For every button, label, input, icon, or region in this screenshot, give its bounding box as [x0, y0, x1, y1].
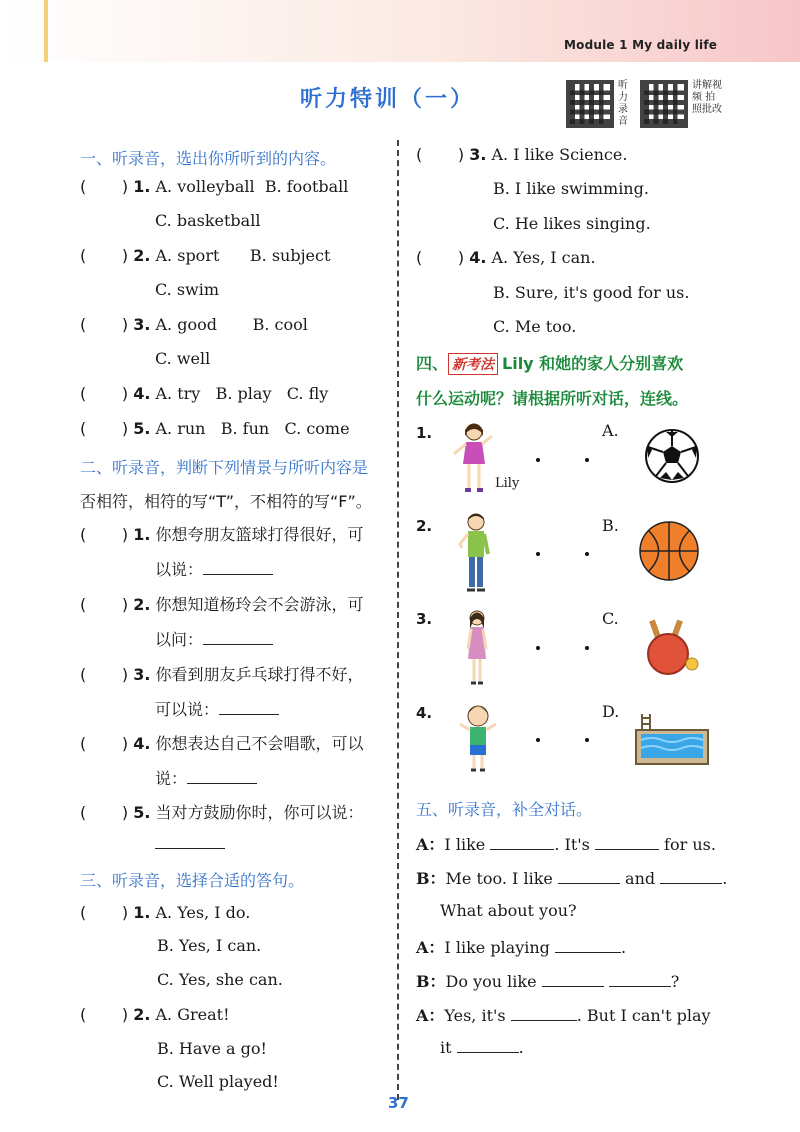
dialogue-text: . It's — [554, 835, 590, 854]
sec5-heading: 五、听录音，补全对话。 — [416, 800, 593, 819]
sec2-q5-line2 — [155, 834, 225, 853]
prompt-text: 以说： — [155, 560, 204, 579]
dialogue-text: I like playing — [444, 938, 550, 957]
basketball-icon — [638, 520, 700, 582]
question-number: 4. — [133, 734, 151, 753]
option-a: A. good — [155, 315, 217, 334]
answer-slot[interactable]: ( ) — [80, 384, 129, 403]
prompt-text: 你想夸朋友篮球打得很好，可 — [155, 525, 364, 544]
dialogue-line-2 — [416, 866, 727, 889]
question-number: 3. — [133, 315, 151, 334]
answer-slot[interactable]: ( ) — [416, 145, 465, 164]
question-number: 5. — [133, 419, 151, 438]
option-a: A. run — [155, 419, 206, 438]
sec1-q2 — [80, 246, 330, 265]
fill-blank[interactable] — [542, 973, 604, 987]
speaker-label: A： — [416, 835, 445, 854]
module-tag: Module 1 My daily life — [564, 38, 718, 52]
question-number: 4. — [469, 248, 487, 267]
speaker-label: B： — [416, 972, 446, 991]
fill-blank[interactable] — [457, 1039, 519, 1053]
answer-slot[interactable]: ( ) — [80, 734, 129, 753]
option-b: B. Yes, I can. — [157, 936, 262, 955]
dialogue-text: . — [621, 938, 627, 957]
match-dot-left-1[interactable] — [536, 458, 540, 462]
option-b: B. I like swimming. — [493, 179, 649, 198]
sec2-heading-line1: 二、听录音，判断下列情景与所听内容是 — [80, 458, 369, 477]
prompt-text: 你看到朋友乒乓球打得不好， — [155, 665, 364, 684]
answer-slot[interactable]: ( ) — [80, 803, 129, 822]
woman-figure-icon — [462, 609, 492, 687]
option-b: B. Have a go! — [157, 1039, 267, 1058]
answer-slot[interactable]: ( ) — [80, 419, 129, 438]
fill-blank[interactable] — [558, 870, 620, 884]
question-number: 4. — [133, 384, 151, 403]
option-b: B. football — [264, 177, 349, 196]
man-figure-icon — [456, 512, 496, 594]
prompt-text: 当对方鼓励你时，你可以说： — [155, 803, 364, 822]
sec1-q3 — [80, 315, 308, 334]
prompt-text: 以问： — [155, 630, 204, 649]
option-letter: B. — [602, 516, 619, 535]
option-c: C. swim — [155, 280, 220, 299]
dialogue-text: . — [722, 869, 728, 888]
sec2-q4 — [80, 731, 364, 754]
question-number: 3. — [469, 145, 487, 164]
match-dot-right-a[interactable] — [585, 458, 589, 462]
answer-slot[interactable]: ( ) — [80, 525, 129, 544]
prompt-text: 说： — [155, 769, 188, 788]
sec4-heading-line2: 什么运动呢？请根据所听对话，连线。 — [416, 389, 689, 408]
lily-label: Lily — [495, 476, 520, 491]
lily-girl-icon — [452, 420, 496, 496]
dialogue-line-3: What about you? — [440, 901, 577, 920]
match-dot-left-3[interactable] — [536, 646, 540, 650]
option-a: A. I like Science. — [491, 145, 628, 164]
option-a: A. Yes, I do. — [155, 903, 251, 922]
dialogue-text: . But I can't play — [576, 1006, 711, 1025]
sec2-q5 — [80, 800, 364, 823]
new-format-tag: 新考法 — [448, 353, 498, 375]
match-dot-right-c[interactable] — [585, 646, 589, 650]
dialogue-text: Yes, it's — [444, 1006, 506, 1025]
question-number: 1. — [133, 177, 151, 196]
fill-blank[interactable] — [609, 973, 671, 987]
sec2-q3 — [80, 662, 364, 685]
header-band — [0, 0, 800, 62]
prompt-text: 你想表达自己不会唱歌，可以 — [155, 734, 364, 753]
sec3-q1 — [80, 903, 250, 922]
option-b: B. fun — [220, 419, 270, 438]
prompt-text: 你想知道杨玲会不会游泳，可 — [155, 595, 364, 614]
dialogue-text: . — [518, 1038, 524, 1057]
sec2-q4-line2 — [155, 766, 257, 789]
sec1-q4 — [80, 384, 328, 403]
answer-slot[interactable]: ( ) — [80, 246, 129, 265]
option-b: B. cool — [252, 315, 308, 334]
sec2-q2 — [80, 592, 364, 615]
answer-slot[interactable]: ( ) — [80, 1005, 129, 1024]
option-c: C. fly — [286, 384, 329, 403]
fill-blank[interactable] — [595, 836, 659, 850]
sec1-q1 — [80, 177, 348, 196]
option-letter: D. — [602, 702, 620, 721]
fill-blank[interactable] — [155, 835, 225, 849]
prompt-text: 可以说： — [155, 700, 220, 719]
option-c: C. Yes, she can. — [157, 970, 283, 989]
sec3-heading: 三、听录音，选择合适的答句。 — [80, 871, 305, 890]
sec2-q3-line2 — [155, 697, 279, 720]
swimming-pool-icon — [632, 710, 712, 768]
answer-slot[interactable]: ( ) — [80, 177, 129, 196]
person-number: 3. — [416, 610, 433, 628]
dialogue-text: and — [625, 869, 656, 888]
dialogue-text: it — [440, 1038, 452, 1057]
option-c: C. come — [284, 419, 350, 438]
fill-blank[interactable] — [511, 1007, 577, 1021]
option-c: C. basketball — [155, 211, 261, 230]
option-letter: A. — [602, 421, 619, 440]
question-number: 3. — [133, 665, 151, 684]
fill-blank[interactable] — [203, 561, 273, 575]
qr2-label: 讲解视频 拍照批改 — [692, 80, 722, 115]
dialogue-text: for us. — [664, 835, 716, 854]
question-number: 2. — [133, 246, 151, 265]
match-dot-right-d[interactable] — [585, 738, 589, 742]
header-accent-strip — [44, 0, 48, 62]
question-number: 1. — [133, 903, 151, 922]
dialogue-text: Do you like — [445, 972, 537, 991]
sec1-heading: 一、听录音，选出你所听到的内容。 — [80, 149, 337, 168]
option-b: B. play — [215, 384, 272, 403]
match-dot-left-4[interactable] — [536, 738, 540, 742]
person-number: 2. — [416, 517, 433, 535]
dialogue-line-5 — [416, 969, 679, 992]
qr1-label: 听力录音 — [618, 80, 628, 127]
fill-blank[interactable] — [490, 836, 554, 850]
fill-blank[interactable] — [203, 631, 273, 645]
person-number: 1. — [416, 424, 433, 442]
option-c: C. Well played! — [157, 1072, 279, 1091]
boy-figure-icon — [456, 702, 500, 774]
speaker-label: B： — [416, 869, 446, 888]
dialogue-line-1 — [416, 832, 716, 855]
sec3-q4 — [416, 248, 596, 267]
option-letter: C. — [602, 609, 619, 628]
dialogue-text: Me too. I like — [445, 869, 553, 888]
sec3-q3 — [416, 145, 627, 164]
sec4-heading-line1: 四、 新考法 Lily 和她的家人分别喜欢 — [416, 354, 684, 373]
qr-code-audio-icon[interactable] — [566, 80, 614, 128]
option-c: C. well — [155, 349, 211, 368]
soccer-ball-icon — [644, 428, 700, 484]
answer-slot[interactable]: ( ) — [416, 248, 465, 267]
dialogue-text: I like — [444, 835, 486, 854]
question-number: 2. — [133, 1005, 151, 1024]
option-a: A. sport — [155, 246, 220, 265]
question-number: 5. — [133, 803, 151, 822]
dialogue-line-7 — [440, 1038, 524, 1057]
question-number: 2. — [133, 595, 151, 614]
option-c: C. He likes singing. — [493, 214, 651, 233]
person-number: 4. — [416, 704, 433, 722]
speaker-label: A： — [416, 1006, 445, 1025]
page-number: 37 — [388, 1094, 409, 1112]
sec1-q5 — [80, 419, 350, 438]
option-c: C. Me too. — [493, 317, 577, 336]
option-a: A. try — [155, 384, 201, 403]
match-dot-right-b[interactable] — [585, 552, 589, 556]
sec2-q1 — [80, 522, 364, 545]
sec2-q1-line2 — [155, 557, 273, 580]
answer-slot[interactable]: ( ) — [80, 315, 129, 334]
option-a: A. Yes, I can. — [491, 248, 596, 267]
match-dot-left-2[interactable] — [536, 552, 540, 556]
qr-code-video-icon[interactable] — [640, 80, 688, 128]
fill-blank[interactable] — [555, 939, 621, 953]
dialogue-text: ? — [670, 972, 680, 991]
sec3-q2 — [80, 1005, 230, 1024]
answer-slot[interactable]: ( ) — [80, 595, 129, 614]
option-a: A. Great! — [155, 1005, 230, 1024]
option-b: B. subject — [249, 246, 331, 265]
question-number: 1. — [133, 525, 151, 544]
sec2-heading-line2: 否相符，相符的写“T”，不相符的写“F”。 — [80, 492, 372, 511]
dialogue-line-4 — [416, 935, 626, 958]
page-title: 听力特训（一） — [300, 87, 476, 112]
speaker-label: A： — [416, 938, 445, 957]
option-b: B. Sure, it's good for us. — [493, 283, 690, 302]
heading-text: Lily 和她的家人分别喜欢 — [502, 354, 684, 373]
fill-blank[interactable] — [660, 870, 722, 884]
fill-blank[interactable] — [187, 770, 257, 784]
answer-slot[interactable]: ( ) — [80, 665, 129, 684]
column-divider — [397, 140, 399, 1100]
answer-slot[interactable]: ( ) — [80, 903, 129, 922]
fill-blank[interactable] — [219, 701, 279, 715]
dialogue-line-6 — [416, 1003, 711, 1026]
ping-pong-icon — [640, 618, 702, 678]
option-a: A. volleyball — [155, 177, 255, 196]
sec2-q2-line2 — [155, 627, 273, 650]
